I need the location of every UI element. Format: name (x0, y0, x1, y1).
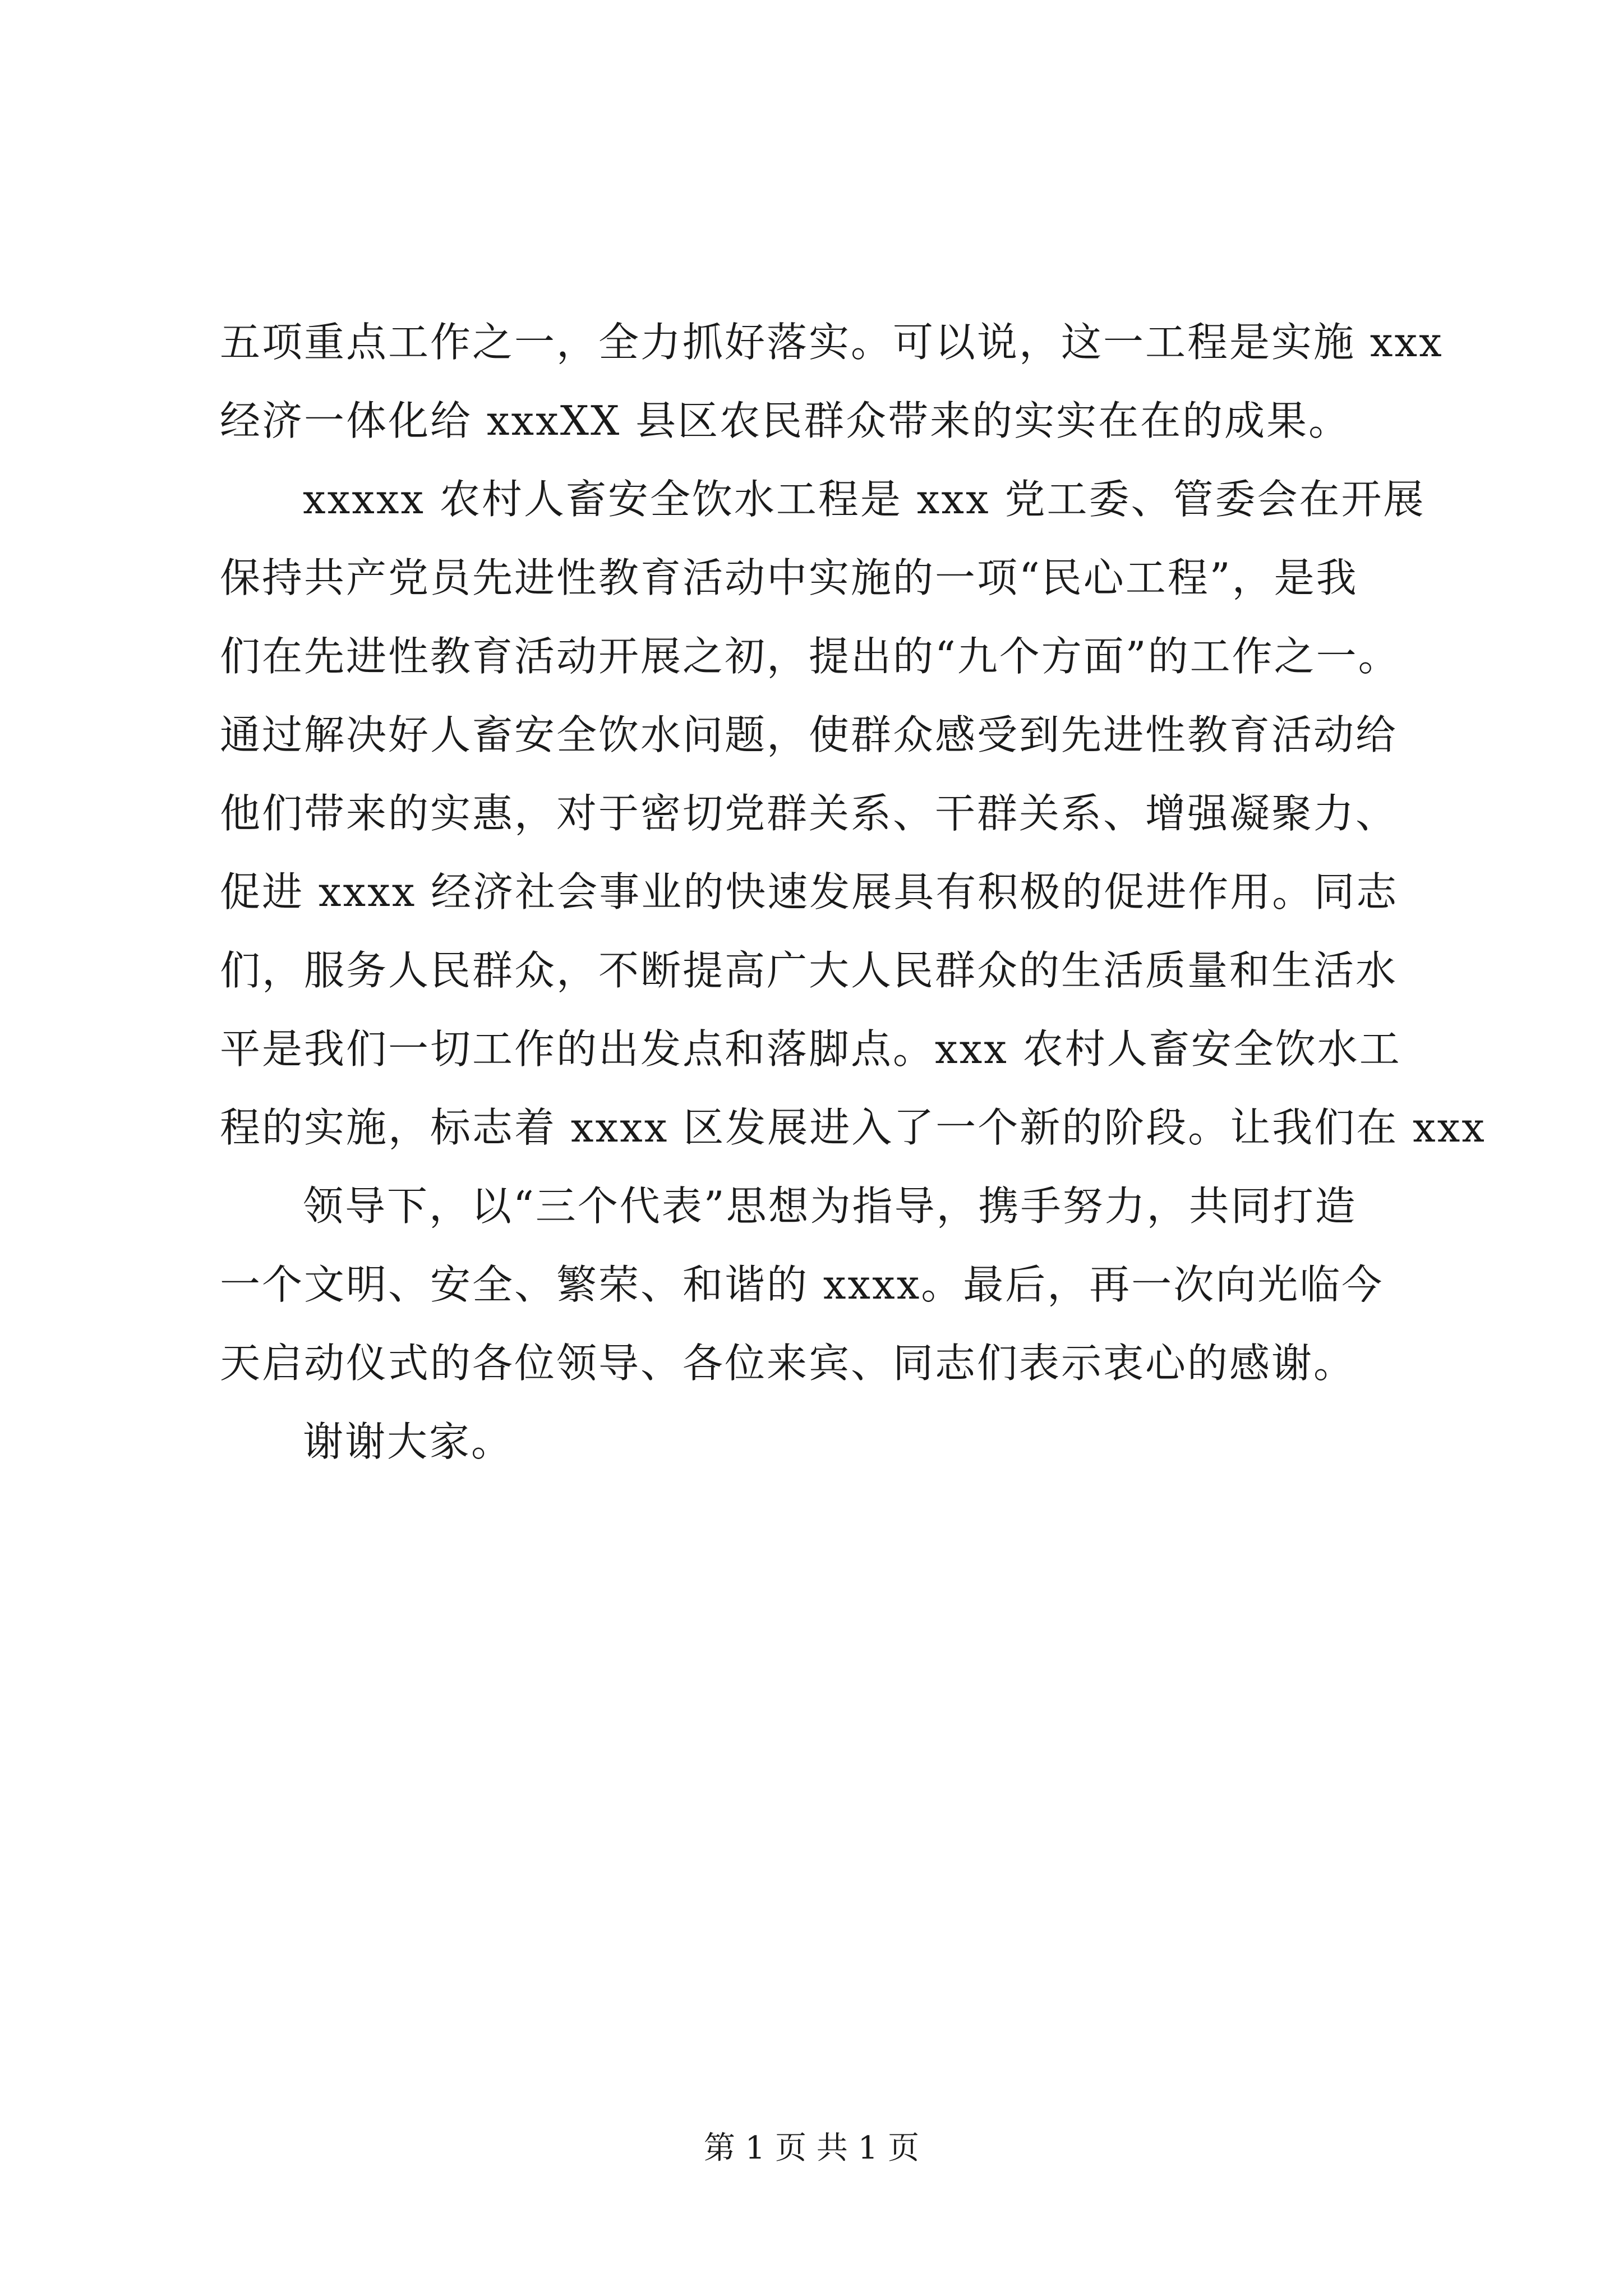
text-line: 们在先进性教育活动开展之初，提出的“九个方面”的工作之一。 (220, 633, 1400, 680)
text-line: 促进 xxxx 经济社会事业的快速发展具有积极的促进作用。同志 (220, 868, 1399, 915)
text-line: 程的实施，标志着 xxxx 区发展进入了一个新的阶段。让我们在 xxx (220, 1104, 1486, 1151)
paragraph-start-line: 领导下，以“三个代表”思想为指导，携手努力，共同打造 (303, 1182, 1357, 1230)
text-line: 天启动仪式的各位领导、各位来宾、同志们表示衷心的感谢。 (220, 1340, 1356, 1387)
text-line: 一个文明、安全、繁荣、和谐的 xxxx。最后，再一次向光临今 (220, 1261, 1384, 1308)
text-line: 保持共产党员先进性教育活动中实施的一项“民心工程”，是我 (220, 554, 1358, 601)
text-line: 通过解决好人畜安全饮水问题，使群众感受到先进性教育活动给 (220, 711, 1398, 758)
text-line: 他们带来的实惠，对于密切党群关系、干群关系、增强凝聚力、 (220, 790, 1398, 837)
paragraph-start-line: xxxxx 农村人畜安全饮水工程是 xxx 党工委、管委会在开展 (303, 476, 1426, 523)
closing-line: 谢谢大家。 (303, 1418, 514, 1465)
page-number-footer: 第 1 页 共 1 页 (703, 2130, 920, 2166)
text-line: 平是我们一切工作的出发点和落脚点。xxx 农村人畜安全饮水工 (220, 1025, 1401, 1073)
text-line: 经济一体化给 xxxXX 县区农民群众带来的实实在在的成果。 (220, 397, 1351, 444)
text-line: 们，服务人民群众，不断提高广大人民群众的生活质量和生活水 (220, 947, 1398, 994)
document-body (220, 303, 1486, 1481)
text-line: 五项重点工作之一，全力抓好落实。可以说，这一工程是实施 xxx (220, 319, 1444, 366)
